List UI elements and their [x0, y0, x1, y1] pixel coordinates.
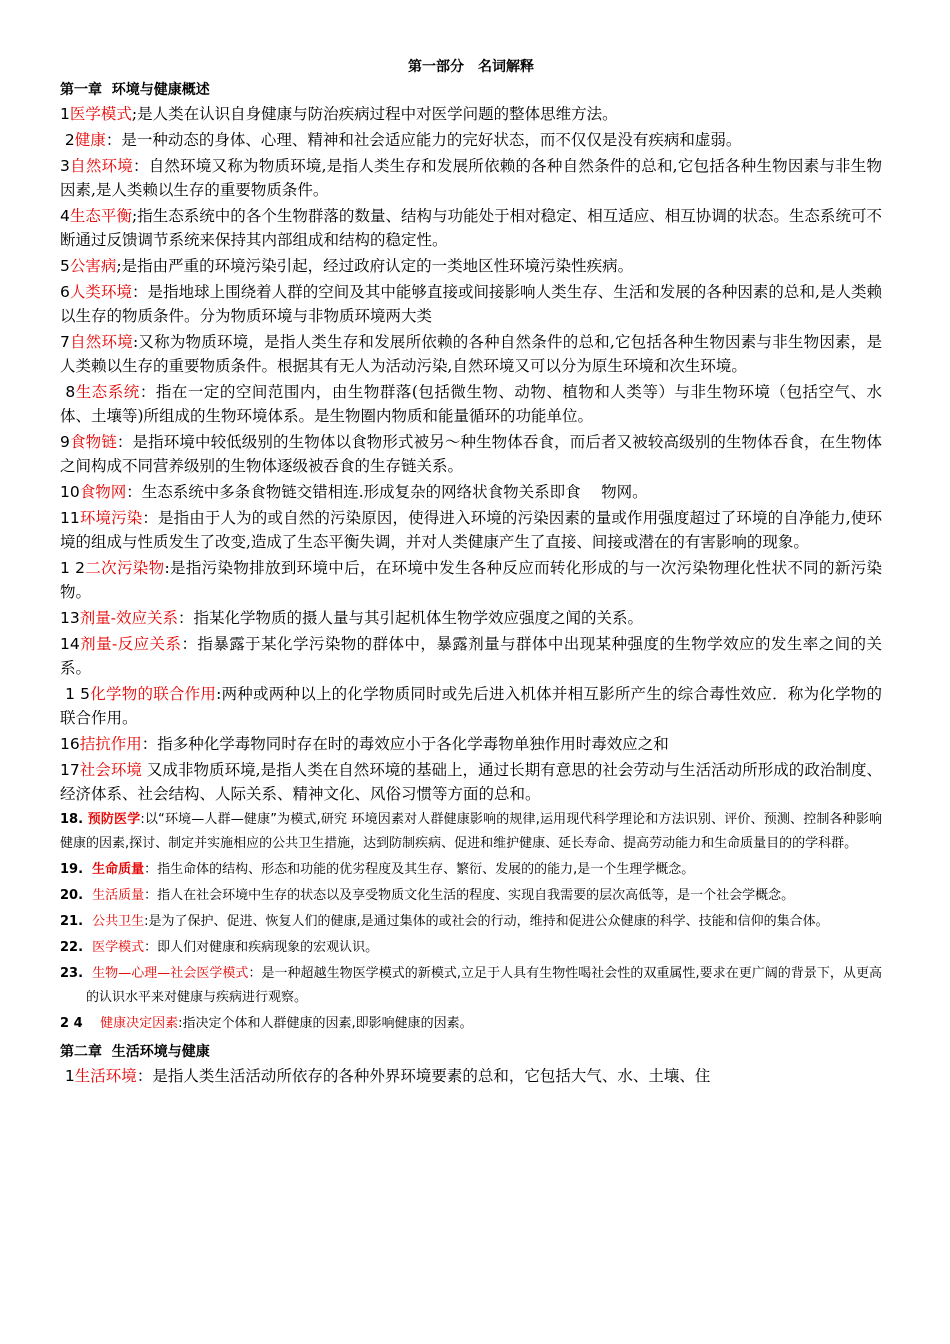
entry-number: 17: [60, 761, 80, 779]
entry-text: ：指生命体的结构、形态和功能的优劣程度及其生存、繁衍、发展的的能力,是一个生理学概念。: [144, 862, 695, 877]
definition-entry: [60, 910, 882, 934]
definition-entry: [60, 632, 882, 680]
entry-number: 9: [60, 433, 70, 451]
entry-term: 医学模式: [69, 105, 132, 123]
definition-entry: [60, 204, 882, 252]
entry-term: 健康: [74, 131, 106, 149]
entry-term: 生态系统: [75, 383, 140, 401]
definition-entry: [60, 430, 882, 478]
entry-term: 生活环境: [74, 1067, 137, 1085]
chapter1-small-entries: [60, 808, 882, 1036]
entry-number: 23.: [60, 966, 93, 981]
entry-term: 健康决定因素: [100, 1016, 179, 1031]
entry-term: 公共卫生: [92, 914, 145, 929]
definition-entry: [60, 556, 882, 604]
entry-text: ：指某化学物质的摄人量与其引起机体生物学效应强度之闻的关系。: [177, 609, 643, 627]
entry-number: 10: [60, 483, 80, 501]
chapter2-entries: [60, 1064, 882, 1088]
definition-entry: [60, 858, 882, 882]
entry-term: 自然环境: [69, 157, 133, 175]
entry-number: 22.: [60, 940, 93, 955]
entry-term: 二次污染物: [84, 559, 165, 577]
entry-term: 生物—心理—社会医学模式: [92, 966, 249, 981]
entry-number: 3: [60, 157, 70, 175]
entry-term: 食物链: [69, 433, 117, 451]
entry-text: ：是指地球上围绕着人群的空间及其中能够直接或间接影响人类生存、生活和发展的各种因素的总和,是人类赖以生存的物质条件。分为物质环境与非物质环境两大类: [60, 283, 882, 325]
chapter1-entries: [60, 102, 882, 806]
entry-term: 人类环境: [69, 283, 132, 301]
entry-number: 2 4: [60, 1016, 101, 1031]
entry-text: ;指生态系统中的各个生物群落的数量、结构与功能处于相对稳定、相互适应、相互协调的状态。生态系统可不断通过反馈调节系统来保持其内部组成和结构的稳定性。: [60, 207, 882, 249]
entry-term: 剂量-反应关系: [79, 635, 182, 653]
chapter-heading: 第二章 生活环境与健康: [60, 1044, 210, 1060]
entry-text: ：生态系统中多条食物链交错相连.形成复杂的网络状食物关系即食 物网。: [126, 483, 648, 501]
entry-number: 14: [60, 635, 80, 653]
entry-number: 7: [60, 333, 70, 351]
entry-term: 生活质量: [92, 888, 145, 903]
entry-term: 环境污染: [79, 509, 143, 527]
entry-number: 5: [60, 257, 70, 275]
definition-entry: [60, 1064, 882, 1088]
definition-entry: [60, 380, 882, 428]
entry-term: 剂量-效应关系: [79, 609, 178, 627]
definition-entry: [60, 480, 882, 504]
entry-term: 化学物的联合作用: [90, 685, 217, 703]
definition-entry: [60, 1012, 882, 1036]
entry-number: 8: [60, 383, 76, 401]
definition-entry: [60, 732, 882, 756]
entry-number: 20.: [60, 888, 93, 903]
definition-entry: [60, 962, 882, 1010]
entry-text: ：自然环境又称为物质环境,是指人类生存和发展所依赖的各种自然条件的总和,它包括各种生物因素与非生物因素,是人类赖以生存的重要物质条件。: [60, 157, 882, 199]
entry-text: ：指人在社会环境中生存的状态以及享受物质文化生活的程度、实现自我需要的层次高低等，是一个社会学概念。: [144, 888, 795, 903]
entry-number: 19.: [60, 862, 93, 877]
entry-text: :指决定个体和人群健康的因素,即影响健康的因素。: [178, 1016, 473, 1031]
entry-term: 生态平衡: [69, 207, 132, 225]
entry-text: ：是一种动态的身体、心理、精神和社会适应能力的完好状态，而不仅仅是没有疾病和虚弱。: [105, 131, 742, 149]
entry-term: 自然环境: [69, 333, 133, 351]
definition-entry: [60, 682, 882, 730]
entry-number: 16: [60, 735, 80, 753]
entry-number: 13: [60, 609, 80, 627]
definition-entry: [60, 330, 882, 378]
entry-text: ：是指由于人为的或自然的污染原因，使得进入环境的污染因素的量或作用强度超过了环境的自净能力,使环境的组成与性质发生了改变,造成了生态平衡失调，并对人类健康产生了直接、间接或潜在的有害影响的现象。: [60, 509, 882, 551]
definition-entry: [60, 606, 882, 630]
document-title: 第一部分 名词解释: [408, 59, 534, 75]
entry-term: 拮抗作用: [79, 735, 142, 753]
entry-text: :又称为物质环境，是指人类生存和发展所依赖的各种自然条件的总和,它包括各种生物因素与非生物因素，是人类赖以生存的重要物质条件。根据其有无人为活动污染,自然环境又可以分为原生环境和次生环境。: [60, 333, 882, 375]
definition-entry: [60, 936, 882, 960]
entry-number: 6: [60, 283, 70, 301]
entry-term: 医学模式: [92, 940, 145, 955]
definition-entry: [60, 154, 882, 202]
definition-entry: [60, 808, 882, 856]
entry-number: 1: [60, 105, 70, 123]
entry-text: :两种或两种以上的化学物质同时或先后进入机体并相互影所产生的综合毒性效应．称为化学物的联合作用。: [60, 685, 882, 727]
entry-text: :是指污染物排放到环境中后，在环境中发生各种反应而转化形成的与一次污染物理化性状不同的新污染物。: [60, 559, 882, 601]
entry-number: 1 5: [60, 685, 91, 703]
definition-entry: [60, 884, 882, 908]
entry-text: :是为了保护、促进、恢复人们的健康,是通过集体的或社会的行动，维持和促进公众健康的科学、技能和信仰的集合体。: [144, 914, 829, 929]
entry-number: 4: [60, 207, 70, 225]
entry-text: ;是指由严重的环境污染引起，经过政府认定的一类地区性环境污染性疾病。: [116, 257, 634, 275]
definition-entry: [60, 254, 882, 278]
entry-text: ：是一种超越生物医学模式的新模式,立足于人具有生物性喝社会性的双重属性,要求在更广阔的背景下，从更高的认识水平来对健康与疾病进行观察。: [86, 966, 882, 1005]
definition-entry: [60, 128, 882, 152]
entry-text: ：是指环境中较低级别的生物体以食物形式被另～种生物体吞食，而后者又被较高级别的生物体吞食，在生物体之间构成不同营养级别的生物体逐级被吞食的生存链关系。: [60, 433, 882, 475]
entry-number: 2: [60, 131, 75, 149]
entry-number: 21.: [60, 914, 93, 929]
definition-entry: [60, 280, 882, 328]
entry-text: :以“环境—人群—健康”为模式,研究 环境因素对人群健康影响的规律,运用现代科学理论和方法识别、评价、预测、控制各种影响健康的因素,探讨、制定并实施相应的公共卫生措施，达到防制疾病、促进和维护健康、延长寿命、提高劳动能力和生命质量目的的学科群。: [60, 812, 882, 851]
document-page: [60, 52, 882, 1090]
definition-entry: [60, 758, 882, 806]
entry-text: ：即人们对健康和疾病现象的宏观认识。: [144, 940, 379, 955]
definition-entry: [60, 102, 882, 126]
entry-number: 11: [60, 509, 80, 527]
entry-term: 预防医学: [87, 812, 141, 827]
entry-text: ：指多种化学毒物同时存在时的毒效应小于各化学毒物单独作用时毒效应之和: [141, 735, 669, 753]
entry-number: 1: [60, 1067, 75, 1085]
entry-text: ：指暴露于某化学污染物的群体中，暴露剂量与群体中出现某种强度的生物学效应的发生率之间的关系。: [60, 635, 882, 677]
entry-term: 食物网: [79, 483, 127, 501]
entry-text: ;是人类在认识自身健康与防治疾病过程中对医学问题的整体思维方法。: [131, 105, 618, 123]
entry-number: 1 2: [60, 559, 85, 577]
definition-entry: [60, 506, 882, 554]
entry-term: 社会环境: [79, 761, 142, 779]
entry-text: ：是指人类生活活动所依存的各种外界环境要素的总和，它包括大气、水、土壤、住: [136, 1067, 711, 1085]
entry-text: 又成非物质环境,是指人类在自然环境的基础上，通过长期有意思的社会劳动与生活活动所形成的政治制度、经济体系、社会结构、人际关系、精神文化、风俗习惯等方面的总和。: [60, 761, 882, 803]
entry-number: 18.: [60, 812, 88, 827]
entry-term: 生命质量: [92, 862, 145, 877]
entry-term: 公害病: [69, 257, 117, 275]
entry-text: ：指在一定的空间范围内，由生物群落(包括微生物、动物、植物和人类等）与非生物环境（包括空气、水体、土壤等)所组成的生物环境体系。是生物圈内物质和能量循环的功能单位。: [60, 383, 882, 425]
chapter-heading: 第一章 环境与健康概述: [60, 82, 210, 98]
